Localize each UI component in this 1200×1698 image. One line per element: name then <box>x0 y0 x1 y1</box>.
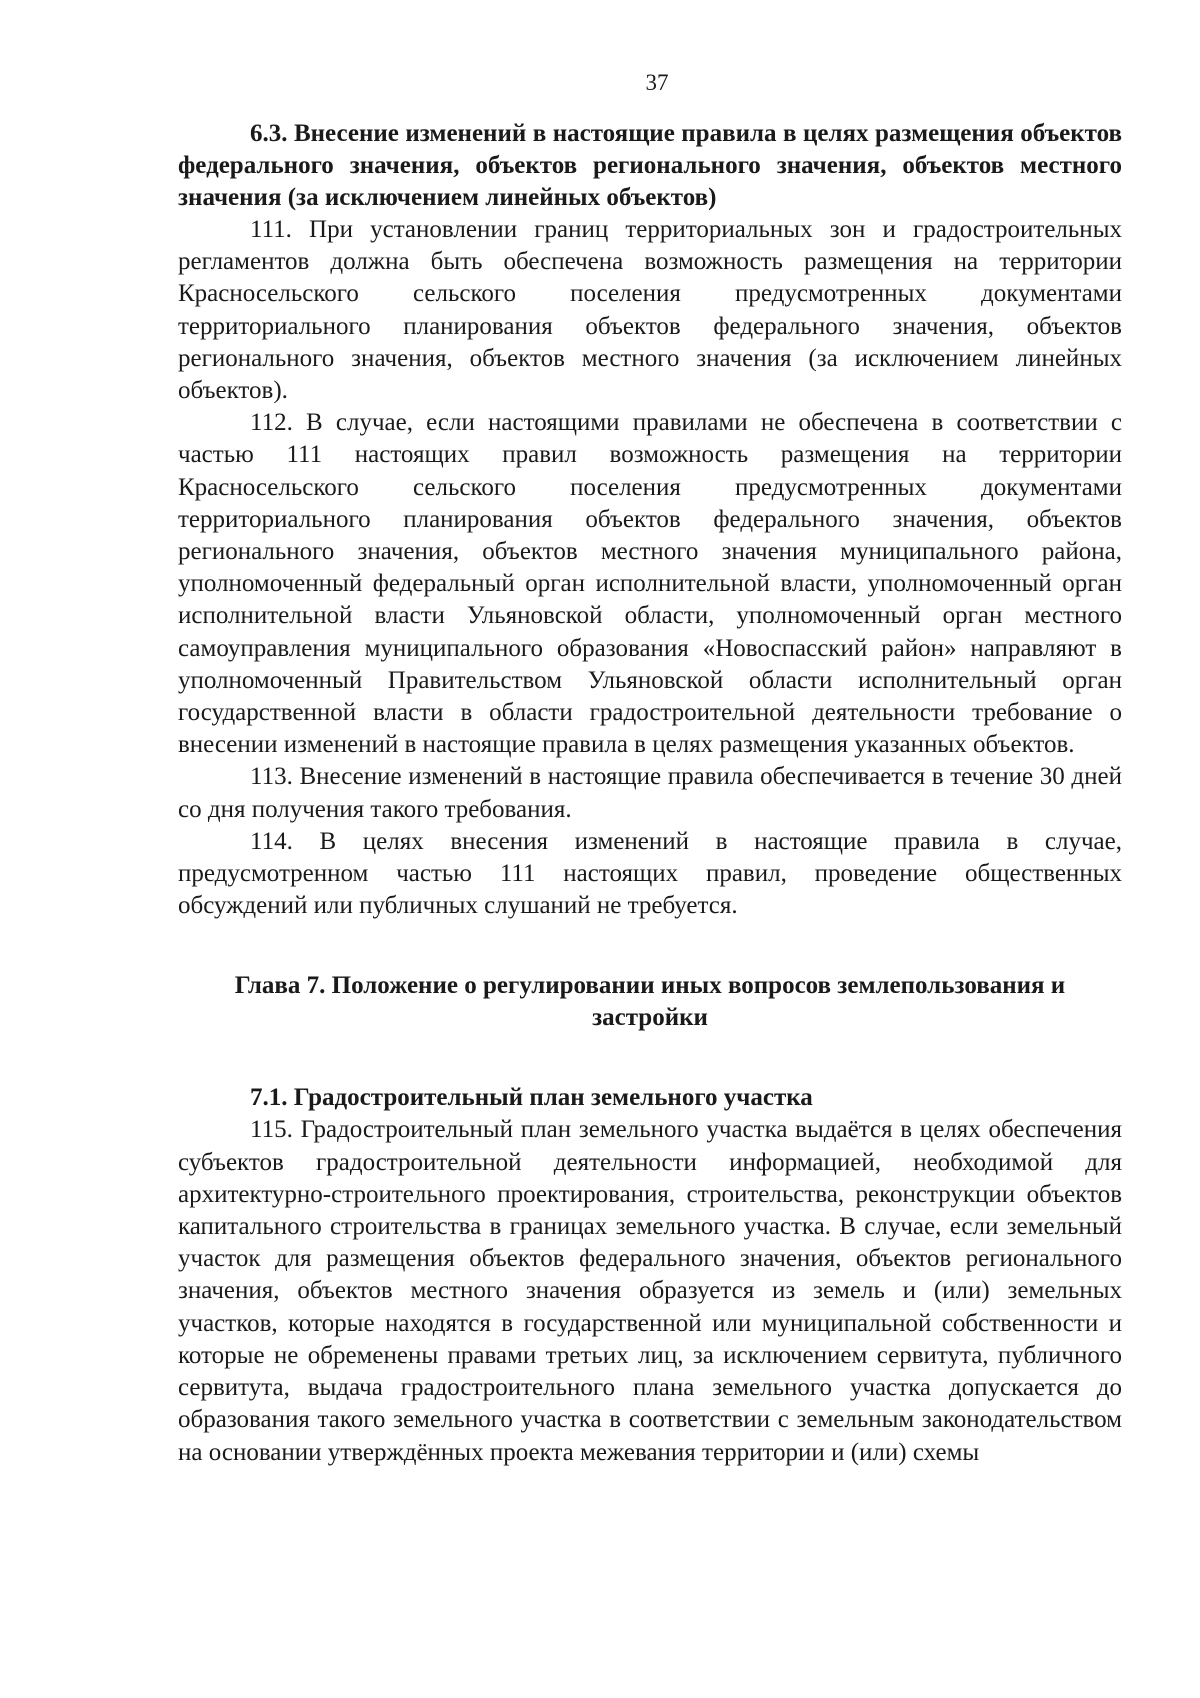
paragraph-115: 115. Градостроительный план земельного участка выдаётся в целях обеспечения субъектов градостроительной деятельности информацией, необходимой для архитектурно-строительного проектирования, строительства, реконструкции объектов капитального строительства в границах земельного участка. В случае, если земельный участок для размещения объектов федерального значения, объектов регионального значения, объектов местного значения образуется из земель и (или) земельных участков, которые находятся в государственной или муниципальной собственности и которые не обременены правами третьих лиц, за исключением сервитута, публичного сервитута, выдача градостроительного плана земельного участка допускается до образования такого земельного участка в соответствии с земельным законодательством на основании утверждённых проекта межевания территории и (или) схемы <box>178 1116 1122 1466</box>
chapter-heading-7: Глава 7. Положение о регулировании иных вопросов землепользования и застройки <box>234 972 1066 1032</box>
section-heading-6-3: 6.3. Внесение изменений в настоящие правила в целях размещения объектов федерального значения, объектов регионального значения, объектов местного значения (за исключением линейных объектов) <box>178 120 1122 211</box>
paragraph-111: 111. При установлении границ территориальных зон и градостроительных регламентов должна быть обеспечена возможность размещения на территории Красносельского сельского поселения предусмотренных документами территориального планирования объектов федерального значения, объектов регионального значения, объектов местного значения (за исключением линейных объектов). <box>178 216 1122 405</box>
section-heading-7-1: 7.1. Градостроительный план земельного участка <box>250 1084 813 1112</box>
paragraph-112: 112. В случае, если настоящими правилами не обеспечена в соответствии с частью 111 настоящих правил возможность размещения на территории Красносельского сельского поселения предусмотренных документами территориального планирования объектов федерального значения, объектов регионального значения, объектов местного значения муниципального района, уполномоченный федеральный орган исполнительной власти, уполномоченный орган исполнительной власти Ульяновской области, уполномоченный орган местного самоуправления муниципального образования «Новоспасский район» направляют в уполномоченный Правительством Ульяновской области исполнительный орган государственной власти в области градостроительной деятельности требование о внесении изменений в настоящие правила в целях размещения указанных объектов. <box>178 409 1122 759</box>
paragraph-113: 113. Внесение изменений в настоящие правила обеспечивается в течение 30 дней со дня получения такого требования. <box>178 763 1122 823</box>
document-page <box>178 70 1122 1469</box>
paragraph-114: 114. В целях внесения изменений в настоящие правила в случае, предусмотренном частью 111 настоящих правил, проведение общественных обсуждений или публичных слушаний не требуется. <box>178 827 1122 920</box>
page-number: 37 <box>645 70 669 95</box>
